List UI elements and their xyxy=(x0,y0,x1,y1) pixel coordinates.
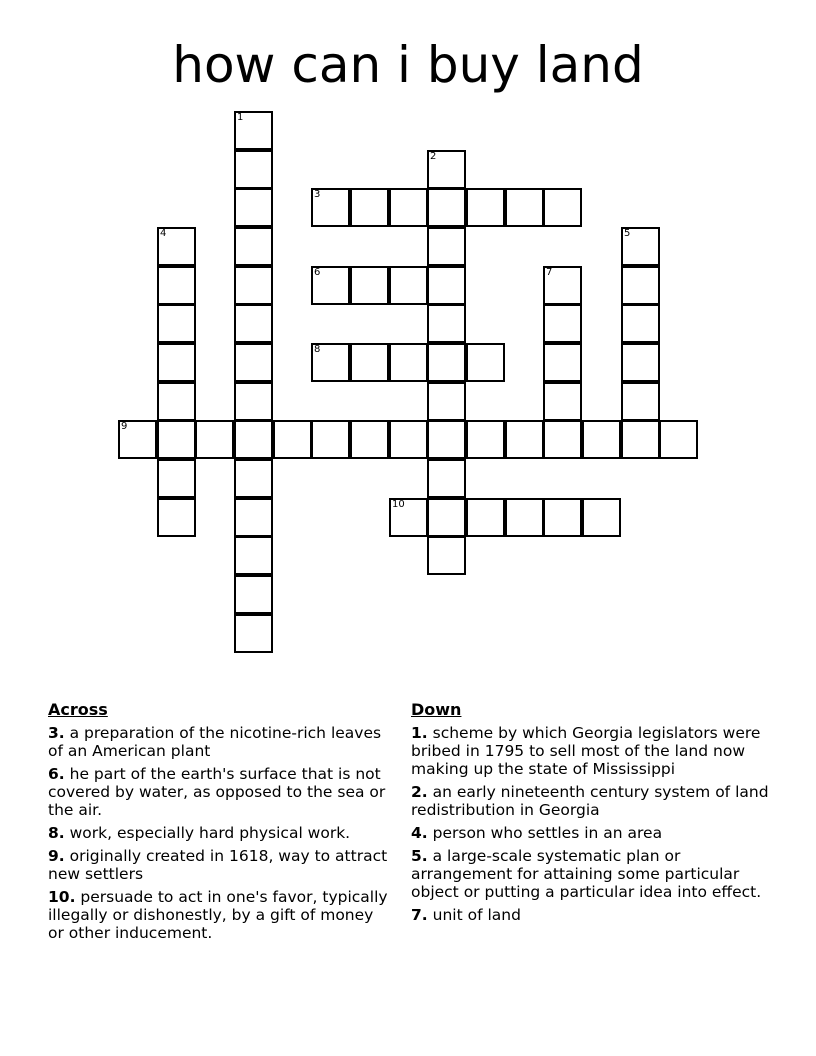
down-clue xyxy=(411,724,771,778)
crossword-cell[interactable] xyxy=(234,188,273,227)
crossword-cell[interactable] xyxy=(389,266,428,305)
down-clue xyxy=(411,847,771,901)
crossword-cell[interactable] xyxy=(118,420,157,459)
crossword-cell[interactable] xyxy=(311,188,350,227)
crossword-cell[interactable] xyxy=(621,420,660,459)
down-clues xyxy=(411,700,771,929)
across-clue xyxy=(48,765,388,819)
crossword-cell[interactable] xyxy=(427,304,466,343)
crossword-cell[interactable] xyxy=(621,343,660,382)
crossword-cell[interactable] xyxy=(621,304,660,343)
crossword-cell[interactable] xyxy=(157,459,196,498)
crossword-cell[interactable] xyxy=(466,420,505,459)
crossword-cell[interactable] xyxy=(543,498,582,537)
clue-text: scheme by which Georgia legislators were bribed in 1795 to sell most of the land now making up the state of Mississippi xyxy=(411,724,761,778)
crossword-cell[interactable] xyxy=(582,420,621,459)
crossword-cell[interactable] xyxy=(543,382,582,421)
crossword-cell[interactable] xyxy=(466,498,505,537)
crossword-cell[interactable] xyxy=(234,536,273,575)
clue-number-label: 2 xyxy=(430,151,437,162)
crossword-cell[interactable] xyxy=(157,227,196,266)
clue-number-label: 5 xyxy=(624,228,631,239)
crossword-cell[interactable] xyxy=(427,343,466,382)
crossword-cell[interactable] xyxy=(427,459,466,498)
clue-number: 4. xyxy=(411,824,428,842)
crossword-cell[interactable] xyxy=(311,420,350,459)
crossword-cell[interactable] xyxy=(157,343,196,382)
crossword-cell[interactable] xyxy=(350,343,389,382)
clue-text: person who settles in an area xyxy=(432,824,663,842)
crossword-cell[interactable] xyxy=(234,304,273,343)
clue-number-label: 10 xyxy=(392,499,405,510)
down-clue xyxy=(411,783,771,819)
clue-number: 5. xyxy=(411,847,428,865)
clue-text: a large-scale systematic plan or arrangement for attaining some particular object or putting a particular idea into effect. xyxy=(411,847,762,901)
across-clues xyxy=(48,700,388,947)
clue-text: an early nineteenth century system of land redistribution in Georgia xyxy=(411,783,769,819)
down-clue xyxy=(411,906,771,924)
clue-number: 3. xyxy=(48,724,65,742)
crossword-cell[interactable] xyxy=(234,459,273,498)
clue-text: work, especially hard physical work. xyxy=(69,824,351,842)
across-heading: Across xyxy=(48,700,108,719)
crossword-cell[interactable] xyxy=(389,498,428,537)
crossword-cell[interactable] xyxy=(157,304,196,343)
crossword-cell[interactable] xyxy=(505,420,544,459)
crossword-cell[interactable] xyxy=(427,420,466,459)
clue-number: 1. xyxy=(411,724,428,742)
crossword-cell[interactable] xyxy=(505,188,544,227)
clue-number-label: 4 xyxy=(160,228,167,239)
crossword-cell[interactable] xyxy=(234,382,273,421)
crossword-cell[interactable] xyxy=(543,343,582,382)
crossword-cell[interactable] xyxy=(427,266,466,305)
clue-number-label: 3 xyxy=(314,189,321,200)
crossword-cell[interactable] xyxy=(659,420,698,459)
crossword-cell[interactable] xyxy=(234,266,273,305)
crossword-cell[interactable] xyxy=(234,420,273,459)
across-clue xyxy=(48,847,388,883)
clue-number-label: 6 xyxy=(314,267,321,278)
crossword-cell[interactable] xyxy=(350,266,389,305)
clue-text: unit of land xyxy=(432,906,521,924)
crossword-cell[interactable] xyxy=(543,188,582,227)
crossword-cell[interactable] xyxy=(195,420,234,459)
crossword-cell[interactable] xyxy=(427,188,466,227)
clue-number-label: 7 xyxy=(546,267,553,278)
crossword-cell[interactable] xyxy=(466,343,505,382)
clue-number: 7. xyxy=(411,906,428,924)
clue-number-label: 9 xyxy=(121,421,128,432)
crossword-cell[interactable] xyxy=(427,498,466,537)
crossword-cell[interactable] xyxy=(582,498,621,537)
clue-number: 9. xyxy=(48,847,65,865)
across-clue xyxy=(48,724,388,760)
crossword-cell[interactable] xyxy=(234,343,273,382)
crossword-cell[interactable] xyxy=(157,266,196,305)
crossword-cell[interactable] xyxy=(234,227,273,266)
crossword-cell[interactable] xyxy=(234,614,273,653)
clue-number-label: 8 xyxy=(314,344,321,355)
crossword-cell[interactable] xyxy=(273,420,312,459)
crossword-cell[interactable] xyxy=(427,536,466,575)
crossword-cell[interactable] xyxy=(157,420,196,459)
crossword-cell[interactable] xyxy=(350,420,389,459)
clue-text: persuade to act in one's favor, typically illegally or dishonestly, by a gift of money or other inducement. xyxy=(48,888,388,942)
clue-text: he part of the earth's surface that is not covered by water, as opposed to the sea or the air. xyxy=(48,765,386,819)
crossword-cell[interactable] xyxy=(543,304,582,343)
crossword-cell[interactable] xyxy=(427,382,466,421)
crossword-cell[interactable] xyxy=(234,498,273,537)
clue-text: a preparation of the nicotine-rich leaves of an American plant xyxy=(48,724,382,760)
crossword-cell[interactable] xyxy=(621,266,660,305)
crossword-cell[interactable] xyxy=(621,227,660,266)
crossword-cell[interactable] xyxy=(389,420,428,459)
crossword-cell[interactable] xyxy=(427,150,466,189)
crossword-cell[interactable] xyxy=(234,150,273,189)
crossword-cell[interactable] xyxy=(157,498,196,537)
crossword-cell[interactable] xyxy=(234,111,273,150)
crossword-cell[interactable] xyxy=(157,382,196,421)
clue-number: 10. xyxy=(48,888,76,906)
clue-text: originally created in 1618, way to attract new settlers xyxy=(48,847,388,883)
crossword-cell[interactable] xyxy=(505,498,544,537)
crossword-cell[interactable] xyxy=(543,266,582,305)
crossword-cell[interactable] xyxy=(311,343,350,382)
crossword-cell[interactable] xyxy=(466,188,505,227)
down-clue xyxy=(411,824,771,842)
clue-number: 2. xyxy=(411,783,428,801)
crossword-cell[interactable] xyxy=(389,188,428,227)
page-title: how can i buy land xyxy=(172,36,644,94)
crossword-cell[interactable] xyxy=(427,227,466,266)
across-clue xyxy=(48,824,388,842)
clue-number-label: 1 xyxy=(237,112,244,123)
crossword-cell[interactable] xyxy=(350,188,389,227)
down-heading: Down xyxy=(411,700,462,719)
across-clue xyxy=(48,888,388,942)
clue-number: 8. xyxy=(48,824,65,842)
crossword-cell[interactable] xyxy=(389,343,428,382)
clue-number: 6. xyxy=(48,765,65,783)
crossword-cell[interactable] xyxy=(234,575,273,614)
crossword-cell[interactable] xyxy=(311,266,350,305)
crossword-cell[interactable] xyxy=(621,382,660,421)
crossword-cell[interactable] xyxy=(543,420,582,459)
